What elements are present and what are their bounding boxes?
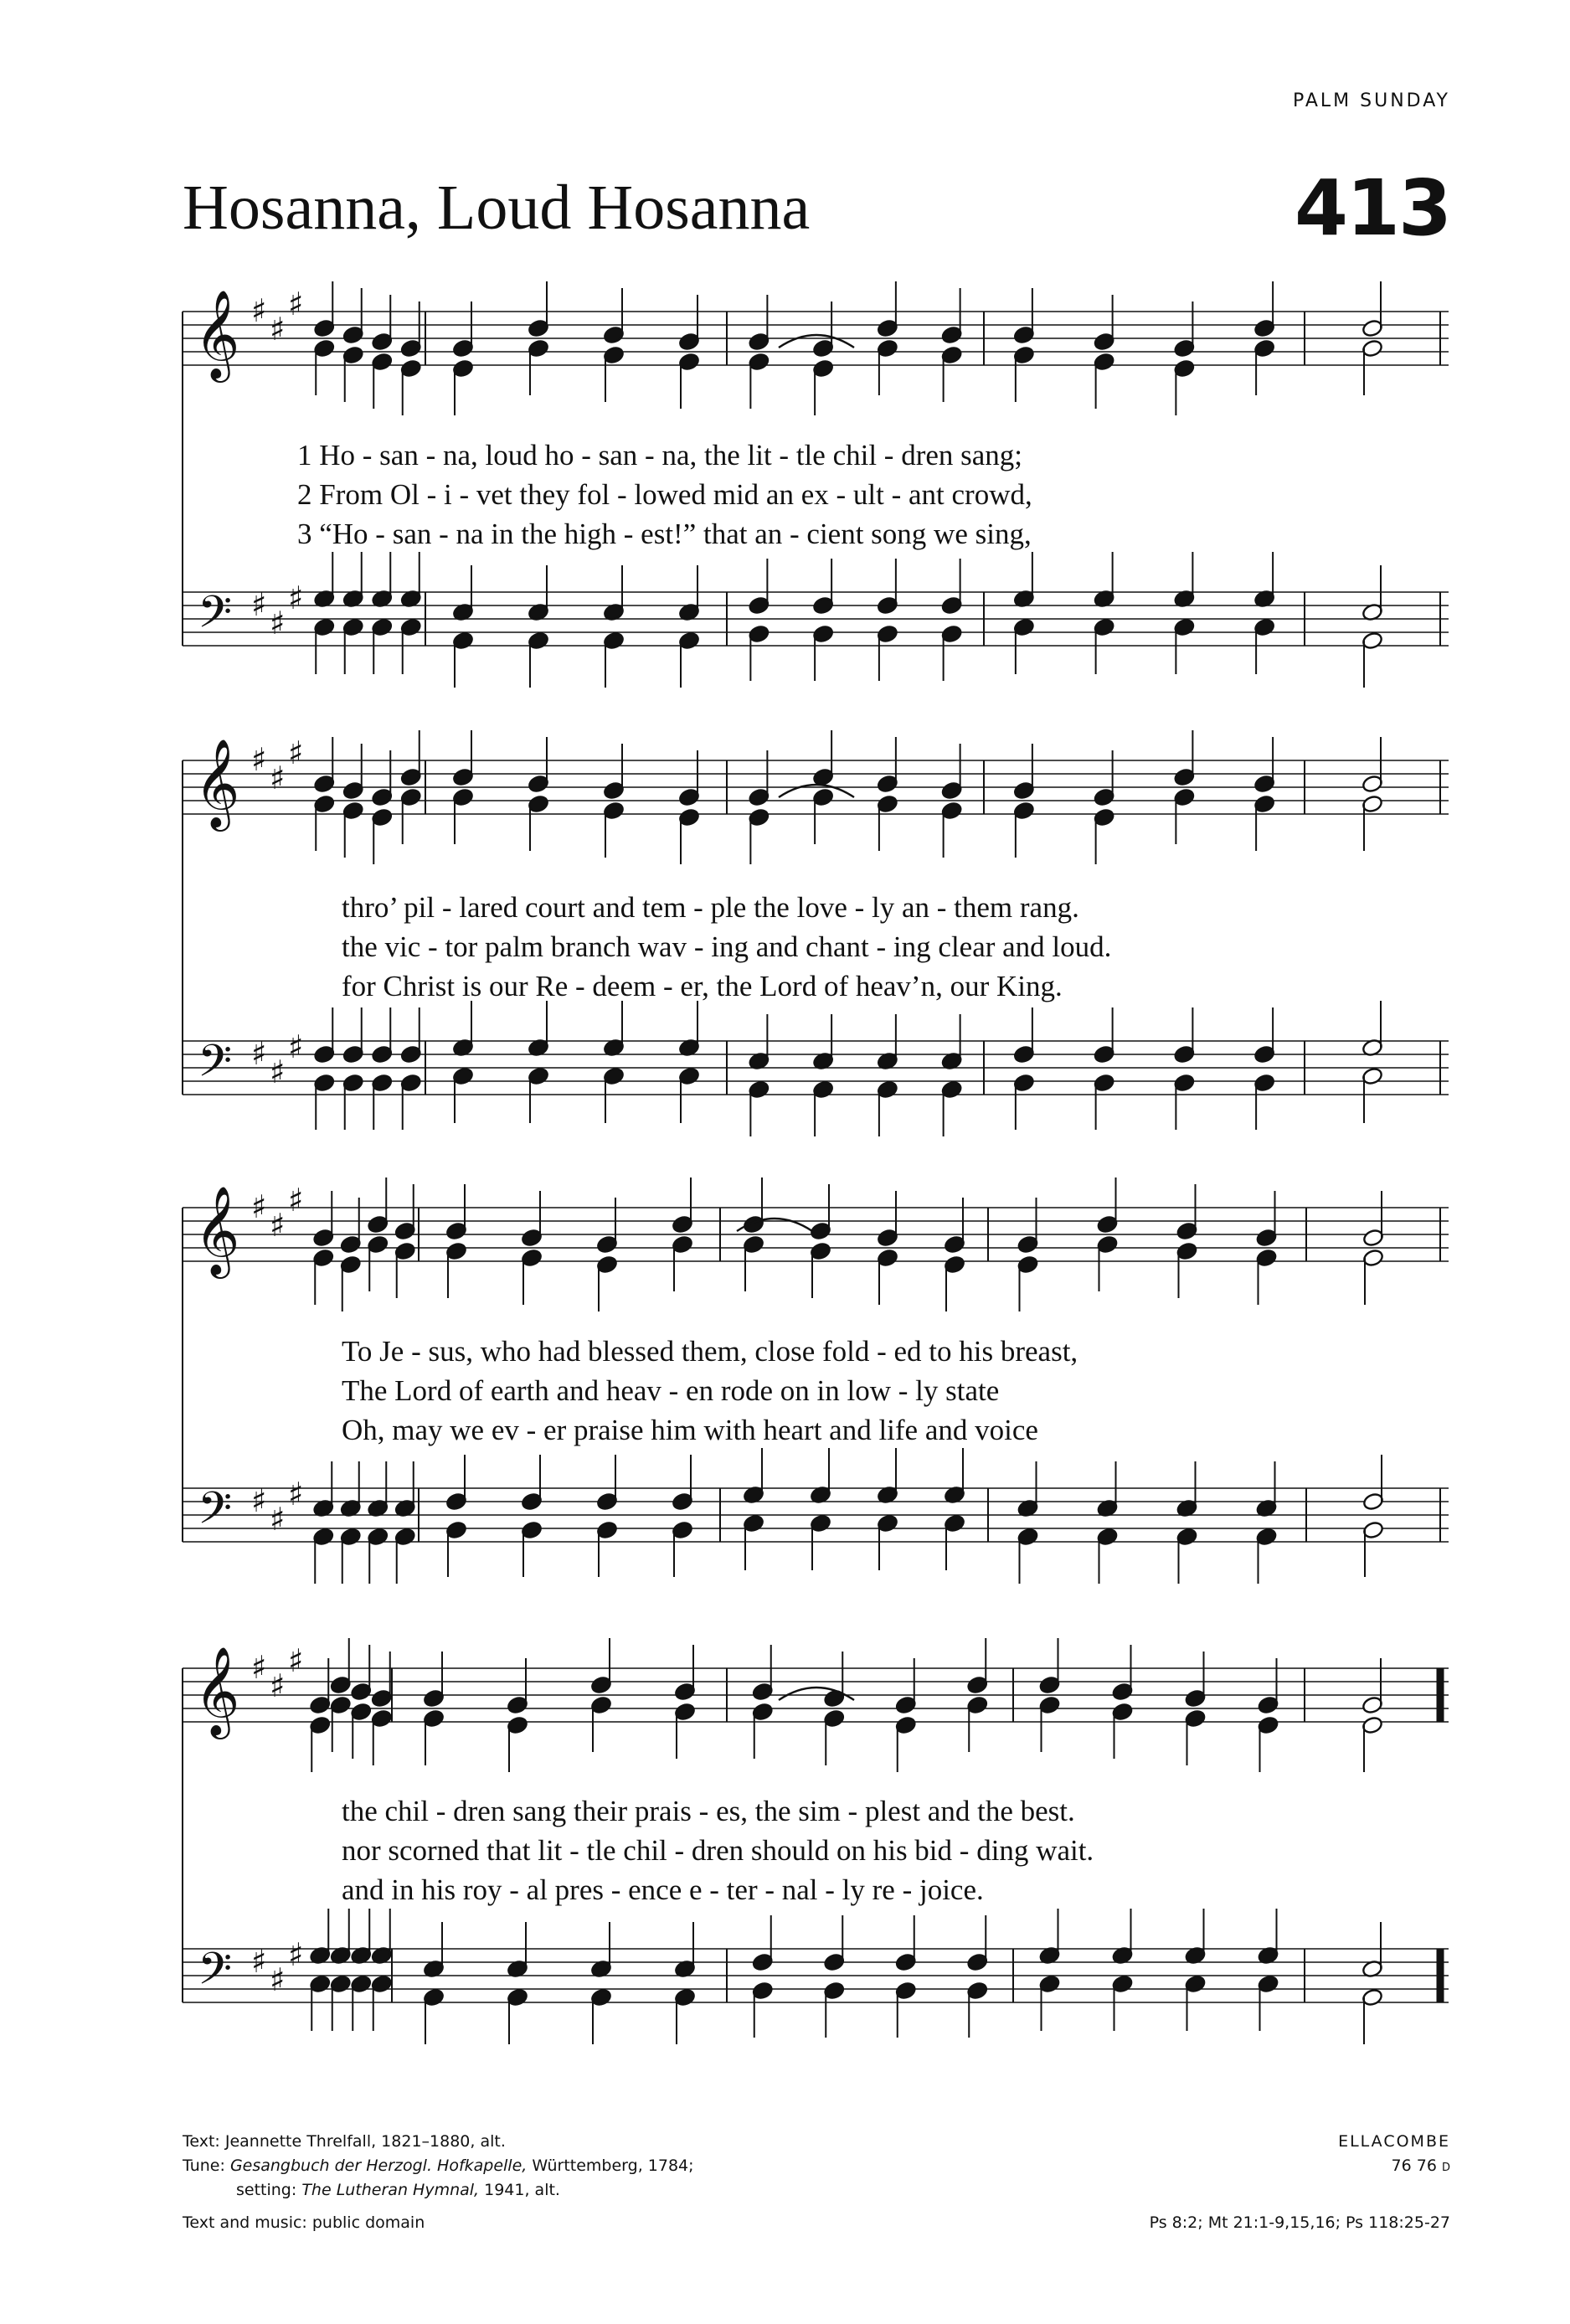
verse-line (297, 518, 1032, 551)
key-signature-sharp: ♯ (288, 1476, 304, 1512)
text-credit: Text: Jeannette Threlfall, 1821–1880, alt. (183, 2132, 506, 2151)
verse-line: the vic - tor palm branch wav - ing and chant - ing clear and loud. (342, 930, 1112, 963)
credits-right (1338, 2130, 1450, 2178)
key-signature-sharp: ♯ (270, 1207, 286, 1244)
key-signature-sharp: ♯ (251, 292, 267, 329)
treble-clef: 𝄞 (194, 1185, 240, 1275)
key-signature-sharp: ♯ (288, 1642, 304, 1679)
lyric-text: “Ho - san - na in the high - est!” that an - cient song we sing, (319, 518, 1032, 550)
key-signature-sharp: ♯ (251, 1035, 267, 1072)
rights-notice: Text and music: public domain (183, 2213, 425, 2232)
verse-line: nor scorned that lit - tle chil - dren should on his bid - ding wait. (342, 1834, 1094, 1867)
verse-number: 1 (297, 439, 312, 471)
key-signature-sharp: ♯ (288, 734, 304, 771)
verse-number: 2 (297, 478, 312, 511)
key-signature-sharp: ♯ (251, 586, 267, 623)
credits-left (183, 2130, 694, 2203)
key-signature-sharp: ♯ (251, 1649, 267, 1686)
key-signature-sharp: ♯ (288, 1182, 304, 1219)
tune-place: Württemberg, 1784; (527, 2157, 694, 2175)
tune-credit (183, 2154, 694, 2178)
key-signature-sharp: ♯ (270, 605, 286, 642)
key-signature-sharp: ♯ (251, 1482, 267, 1519)
key-signature-sharp: ♯ (270, 760, 286, 796)
key-signature-sharp: ♯ (270, 1501, 286, 1538)
key-signature-sharp: ♯ (288, 286, 304, 322)
lyric-text: Ho - san - na, loud ho - san - na, the lit - tle chil - dren sang; (319, 439, 1023, 471)
key-signature-sharp: ♯ (270, 1667, 286, 1704)
verse-line: The Lord of earth and heav - en rode on in low - ly state (342, 1374, 1000, 1407)
verse-line: Oh, may we ev - er praise him with heart and life and voice (342, 1414, 1038, 1446)
verse-line (297, 478, 1032, 512)
setting-source: The Lutheran Hymnal, (301, 2181, 480, 2199)
treble-clef: 𝄞 (194, 1646, 240, 1735)
hymn-title: Hosanna, Loud Hosanna (183, 173, 811, 243)
meter: 76 76 d (1391, 2157, 1450, 2175)
setting-credit (183, 2178, 694, 2203)
key-signature-sharp: ♯ (251, 1188, 267, 1225)
tune-source: Gesangbuch der Herzogl. Hofkapelle, (229, 2157, 528, 2175)
treble-clef: 𝄞 (194, 738, 240, 827)
verse-line: and in his roy - al pres - ence e - ter - nal - ly re - joice. (342, 1873, 984, 1906)
scripture-references: Ps 8:2; Mt 21:1-9,15,16; Ps 118:25-27 (1149, 2213, 1450, 2232)
key-signature-sharp: ♯ (288, 1936, 304, 1973)
hymn-number: 413 (1294, 163, 1450, 253)
key-signature-sharp: ♯ (288, 580, 304, 616)
key-signature-sharp: ♯ (270, 1054, 286, 1090)
verse-line: thro’ pil - lared court and tem - ple the love - ly an - them rang. (342, 891, 1079, 924)
section-label: PALM SUNDAY (1293, 90, 1450, 111)
key-signature-sharp: ♯ (251, 1943, 267, 1980)
bass-clef: 𝄢 (198, 587, 233, 649)
setting-prefix: setting: (236, 2181, 302, 2199)
bass-clef: 𝄢 (198, 1483, 233, 1545)
verse-line: To Je - sus, who had blessed them, close fold - ed to his breast, (342, 1335, 1078, 1368)
key-signature-sharp: ♯ (288, 1028, 304, 1065)
lyric-text: From Ol - i - vet they fol - lowed mid an ex - ult - ant crowd, (319, 478, 1032, 511)
bass-clef: 𝄢 (198, 1036, 233, 1098)
key-signature-sharp: ♯ (251, 741, 267, 778)
verse-line: for Christ is our Re - deem - er, the Lord of heav’n, our King. (342, 970, 1063, 1002)
bass-clef: 𝄢 (198, 1944, 233, 2006)
tune-name: ELLACOMBE (1338, 2132, 1450, 2151)
setting-year: 1941, alt. (479, 2181, 560, 2199)
verse-line: the chil - dren sang their prais - es, the sim - plest and the best. (342, 1795, 1075, 1827)
verse-number: 3 (297, 518, 312, 550)
key-signature-sharp: ♯ (270, 311, 286, 348)
key-signature-sharp: ♯ (270, 1961, 286, 1998)
tune-prefix: Tune: (183, 2157, 230, 2175)
verse-line (297, 439, 1022, 472)
treble-clef: 𝄞 (194, 289, 240, 379)
